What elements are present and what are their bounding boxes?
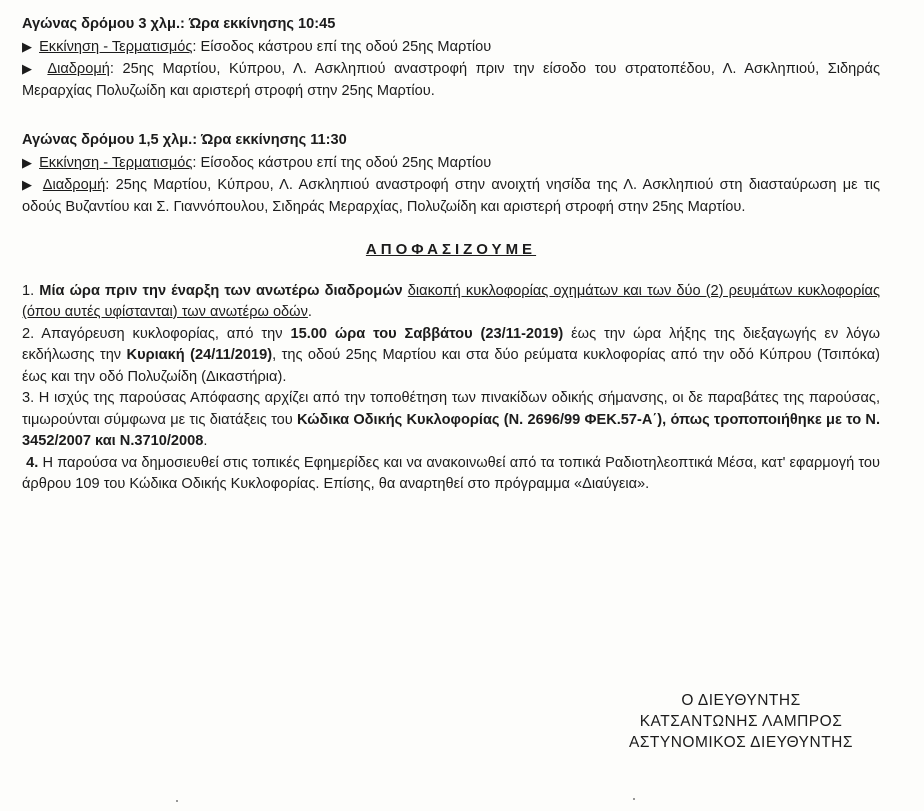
item-2-text-1: Απαγόρευση κυκλοφορίας, από την [41, 325, 291, 342]
item-3-text-1: Η ισχύς της παρούσας Απόφασης αρχίζει από την τοποθέτηση των πινακίδων οδικής σήμανσης, οι δε παραβάτες της παρούσας, τιμωρούνται σύμφωνα με τις διατάξεις του [22, 390, 880, 428]
item-number: 1. [22, 282, 40, 299]
item-1-end: . [307, 304, 312, 320]
triangle-bullet-icon: ▶ [22, 177, 35, 192]
race-3k-start-text: : Είσοδος κάστρου επί της οδού 25ης Μαρτίου [192, 38, 492, 55]
race-3k-route [22, 58, 880, 102]
signature-rank: ΑΣΤΥΝΟΜΙΚΟΣ ΔΙΕΥΘΥΝΤΗΣ [629, 734, 853, 751]
item-1-underlined: διακοπή κυκλοφορίας οχημάτων και των δύο (2) ρευμάτων κυκλοφορίας (όπου αυτές υφίστανται) των ανωτέρω οδών [22, 282, 881, 320]
item-2-text-2: έως την ώρα λήξης της διεξαγωγής εν λόγω εκδήλωσης την [22, 325, 881, 363]
race-3k-route-label: Διαδρομή [47, 61, 110, 77]
signature-title: Ο ΔΙΕΥΘΥΝΤΗΣ [681, 692, 801, 709]
race-1-5k-start-text: : Είσοδος κάστρου επί της οδού 25ης Μαρτίου [192, 154, 492, 171]
scan-speck [633, 798, 635, 800]
triangle-bullet-icon: ▶ [22, 38, 32, 54]
item-2-bold-2: Κυριακή (24/11/2019) [126, 347, 273, 363]
item-2-text-3: , της οδού 25ης Μαρτίου και στα δύο ρεύματα κυκλοφορίας από την οδό Κύπρου (Τσιπόκα) έως και την οδό Πολυζωίδη (Δικαστήρια). [22, 347, 880, 385]
decision-heading: ΑΠΟΦΑΣΙΖΟΥΜΕ [365, 241, 537, 258]
race-1-5k-start-label: Εκκίνηση - Τερματισμός [39, 154, 193, 171]
race-1-5k-route-label: Διαδρομή [42, 177, 106, 193]
item-3-bold-1: Κώδικα Οδικής Κυκλοφορίας (Ν. 2696/99 ΦΕΚ.57-Α΄), όπως τροποποιήθηκε με το Ν. 3452/2007 και Ν.3710/2008 [22, 411, 880, 449]
race-1-5k-title: Αγώνας δρόμου 1,5 χλμ.: Ώρα εκκίνησης 11:30 [22, 132, 347, 148]
race-3k-route-text: : 25ης Μαρτίου, Κύπρου, Λ. Ασκληπιού αναστροφή πριν την είσοδο του στρατοπέδου, Λ. Ασκληπιού, Σιδηράς Μεραρχίας Πολυζωίδη και αριστερή στροφή στην 25ης Μαρτίου. [22, 61, 881, 99]
item-2-bold-1: 15.00 ώρα του Σαββάτου (23/11-2019) [290, 325, 564, 342]
item-4-text: Η παρούσα να δημοσιευθεί στις τοπικές Εφημερίδες και να ανακοινωθεί από τα τοπικά Ραδιοτηλεοπτικά Μέσα, κατ' εφαρμογή του άρθρου 109 του Κώδικα Οδικής Κυκλοφορίας. Επίσης, θα αναρτηθεί στο πρόγραμμα «Διαύγεια». [22, 454, 880, 492]
race-1-5k-section [22, 130, 880, 218]
signature-block [596, 690, 886, 753]
race-1-5k-route-text: : 25ης Μαρτίου, Κύπρου, Λ. Ασκληπιού αναστροφή στην ανοιχτή νησίδα της Λ. Ασκληπιού στη διασταύρωση με τις οδούς Βυζαντίου και Σ. Γιαννόπουλου, Σιδηράς Μεραρχίας, Πολυζωίδη και αριστερή στροφή στην 25ης Μαρτίου. [22, 177, 881, 215]
item-number: 2. [22, 325, 42, 342]
decision-item-4 [22, 453, 880, 496]
item-number: 4. [26, 454, 39, 471]
race-1-5k-start [22, 152, 880, 175]
race-3k-section [22, 14, 880, 102]
decision-item-3 [22, 388, 880, 453]
item-3-end: . [203, 433, 208, 449]
item-1-bold: Μία ώρα πριν την έναρξη των ανωτέρω διαδρομών [39, 282, 403, 299]
race-3k-title: Αγώνας δρόμου 3 χλμ.: Ώρα εκκίνησης 10:45 [22, 16, 336, 32]
race-3k-start-label: Εκκίνηση - Τερματισμός [39, 38, 193, 55]
race-1-5k-route [22, 174, 880, 218]
triangle-bullet-icon: ▶ [22, 154, 32, 170]
race-3k-start [22, 36, 880, 59]
item-number: 3. [22, 390, 39, 406]
decision-item-2 [22, 324, 880, 389]
signature-name: ΚΑΤΣΑΝΤΩΝΗΣ ΛΑΜΠΡΟΣ [639, 713, 843, 730]
scan-speck [176, 800, 178, 802]
decision-item-1 [22, 281, 880, 324]
document-page [22, 14, 880, 496]
decision-items [22, 281, 880, 496]
triangle-bullet-icon: ▶ [22, 61, 37, 76]
